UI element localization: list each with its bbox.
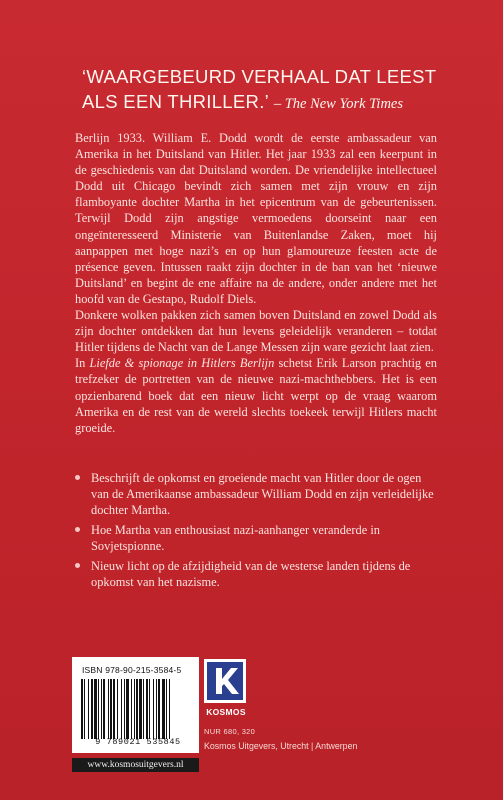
quote-line-2: [82, 89, 442, 117]
list-item: [75, 558, 437, 590]
barcode-panel: [72, 657, 199, 753]
kosmos-logo-icon: [204, 659, 246, 703]
feature-list: [75, 470, 437, 594]
quote-line-1: ‘WAARGEBEURD VERHAAL DAT LEEST: [82, 66, 437, 87]
list-item: [75, 522, 437, 554]
blurb-paragraph-2: Donkere wolken pakken zich samen boven Duitsland en zowel Dodd als zijn dochter ontdekken dat hun levens geleidelijk veranderen – totdat Hitler tijdens de Nacht van de Lange Messen zijn ware gezicht laat zien.: [75, 308, 437, 355]
publisher-website[interactable]: www.kosmosuitgevers.nl: [72, 758, 199, 772]
list-item-text: Nieuw licht op de afzijdigheid van de westerse landen tijdens de opkomst van het nazisme.: [91, 559, 411, 589]
quote-source: – The New York Times: [273, 96, 403, 112]
bullet-icon: [75, 563, 80, 568]
nur-code: NUR 680, 320: [204, 727, 256, 736]
bullet-icon: [75, 475, 80, 480]
logo-wordmark: KOSMOS: [206, 707, 246, 717]
barcode-icon: [81, 679, 191, 739]
blurb-paragraph-1: Berlijn 1933. William E. Dodd wordt de eerste ambassadeur van Amerika in het Duitsland van Hitler. Het jaar 1933 zal een keerpunt in de geschiedenis van dat Duitsland worden. De vriendelijke intellectueel Dodd uit Chicago bevindt zich samen met zijn vrouw en zijn flamboyante dochter Martha in het epicentrum van de gebeurtenissen. Terwijl Dodd zijn angstige vermoedens doorseint naar een ongeïnteresseerd Ministerie van Buitenlandse Zaken, moet hij aanpappen met hoge nazi’s en op hun glamoureuze feesten acte de présence geven. Intussen raakt zijn dochter in de ban van het ‘nieuwe Duitsland’ en begint de ene affaire na de andere, onder andere met het hoofd van de Gestapo, Rudolf Diels.: [75, 131, 437, 306]
bullet-icon: [75, 527, 80, 532]
blurb-p3-prefix: In: [75, 356, 90, 371]
publisher-address: Kosmos Uitgevers, Utrecht | Antwerpen: [204, 741, 358, 751]
barcode-digits: 9 789021 535845: [95, 737, 181, 747]
list-item-text: Hoe Martha van enthousiast nazi-aanhanger veranderde in Sovjetspionne.: [91, 523, 380, 553]
press-quote: [82, 64, 442, 117]
book-title: Liefde & spionage in Hitlers Berlijn: [89, 356, 275, 371]
quote-line-2-text: ALS EEN THRILLER.’: [82, 91, 269, 112]
blurb-paragraph-3: [75, 355, 437, 435]
blurb: [75, 130, 437, 436]
list-item: [75, 470, 437, 518]
blurb-p3-rest: schetst Erik Larson prachtig en trefzeker de portretten van de nieuwe nazi-machthebbers. Het is een opzienbarend boek dat een nieuw licht werpt op de vraag waarom Amerika en de rest van de wereld slechts toekeek terwijl Hitlers macht groeide.: [75, 356, 438, 435]
list-item-text: Beschrijft de opkomst en groeiende macht van Hitler door de ogen van de Amerikaanse ambassadeur William Dodd en zijn verleidelijke dochter Martha.: [91, 471, 434, 517]
isbn-label: ISBN 978-90-215-3584-5: [82, 665, 182, 675]
